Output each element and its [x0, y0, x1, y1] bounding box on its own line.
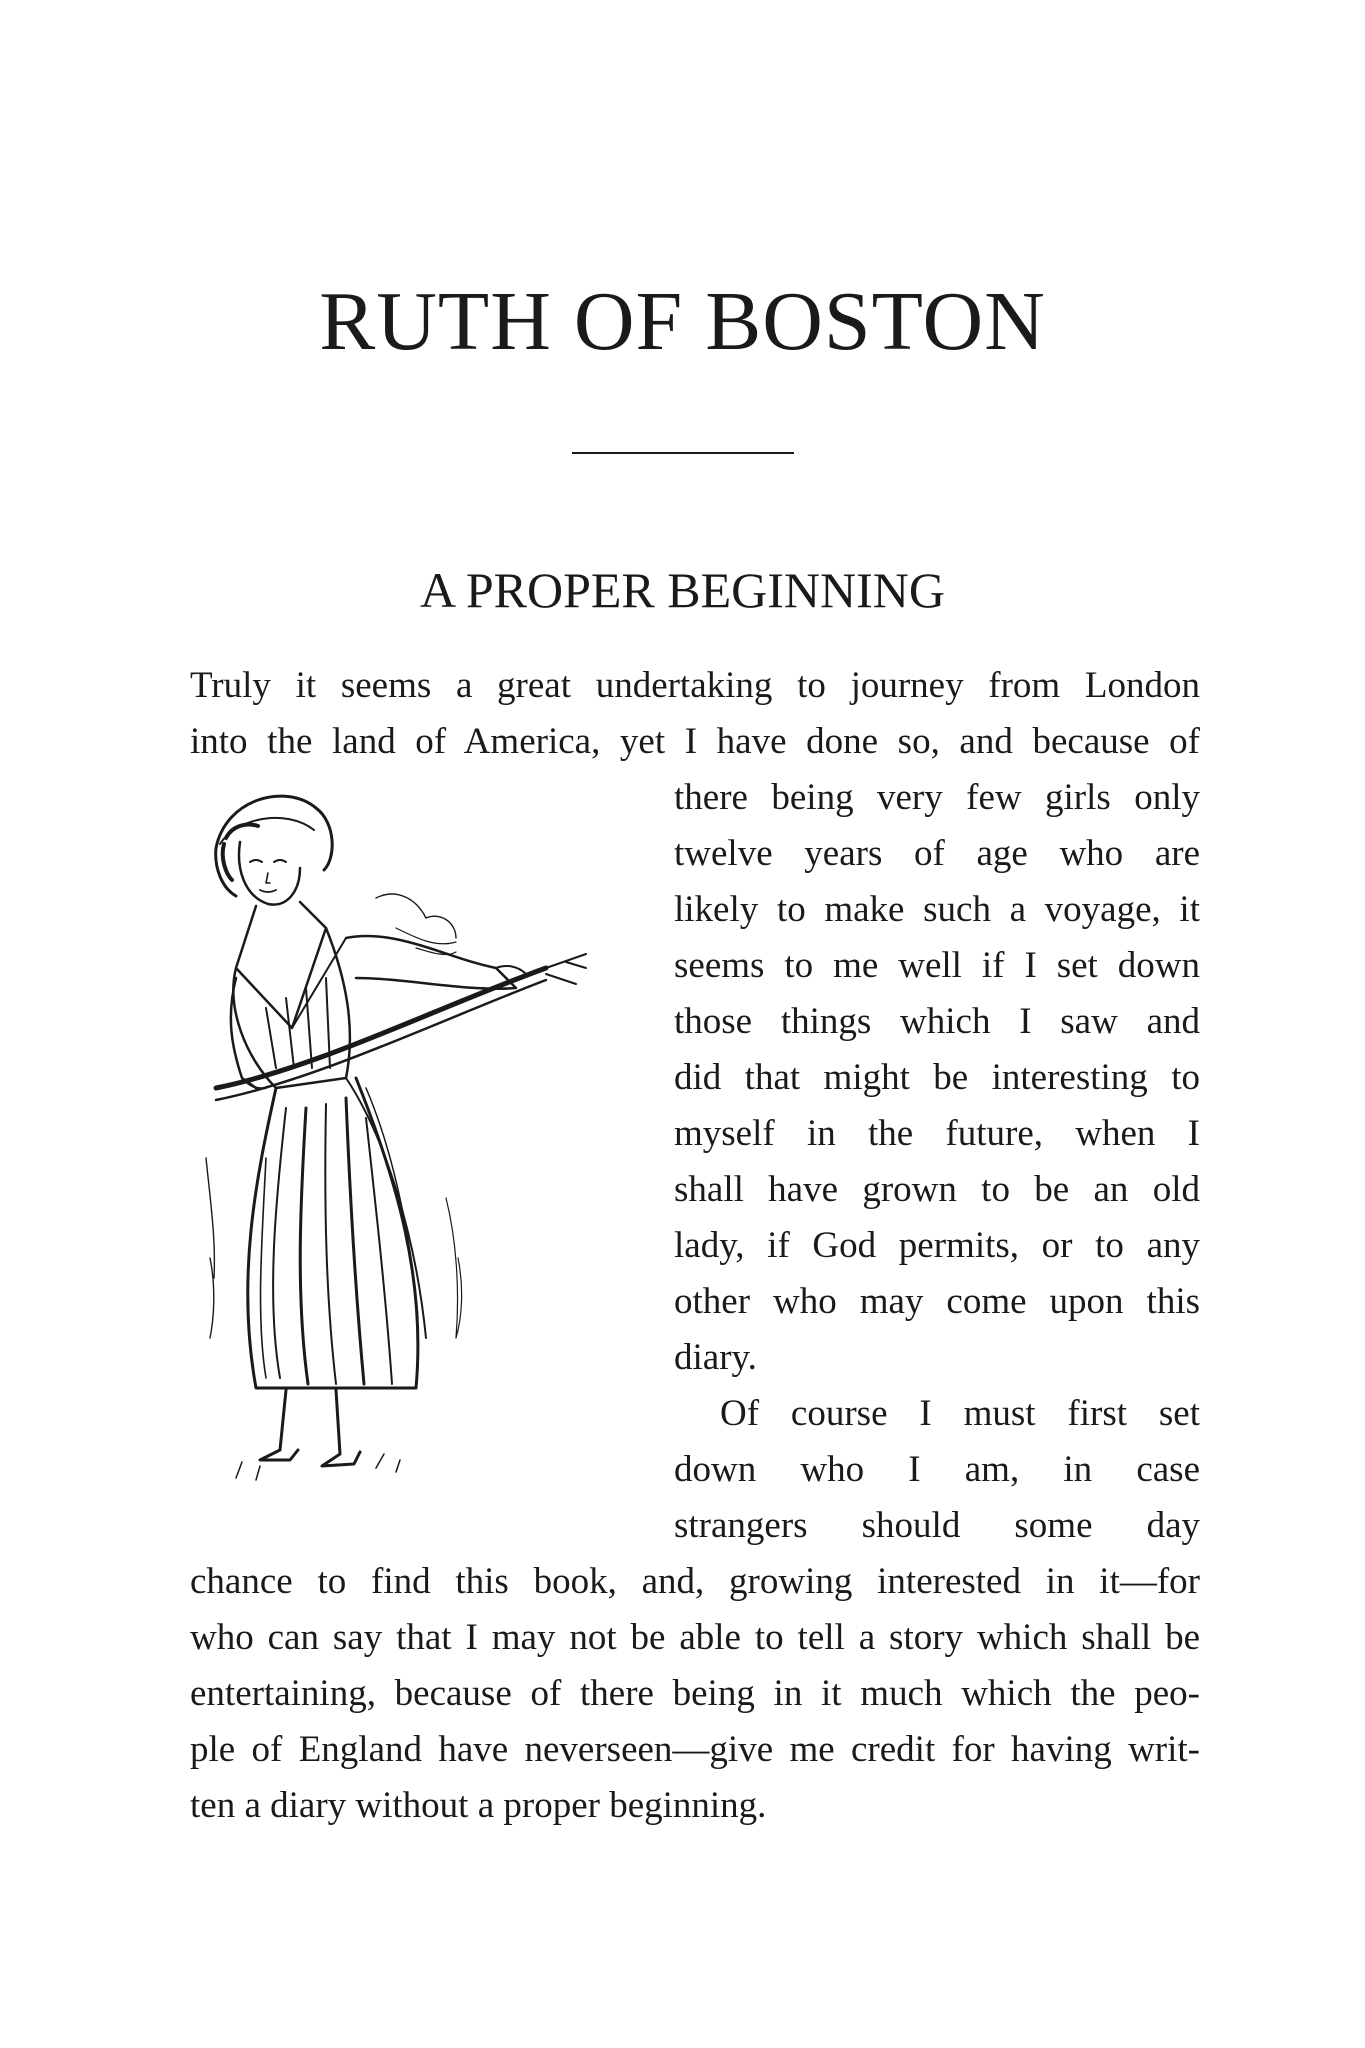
- text-line: strangers should some day: [674, 1505, 1200, 1546]
- text-line: seems to me well if I set down: [674, 945, 1200, 986]
- chapter-title: A PROPER BEGINNING: [419, 562, 946, 618]
- text-line: diary.: [674, 1337, 757, 1378]
- text-line: likely to make such a voyage, it: [674, 889, 1200, 930]
- book-title: RUTH OF BOSTON: [319, 275, 1046, 368]
- text-line: chance to find this book, and, growing interested in it—for: [190, 1561, 1200, 1602]
- text-line: lady, if God permits, or to any: [674, 1225, 1200, 1266]
- girl-in-bonnet-illustration: [196, 778, 656, 1540]
- text-line: ple of England have neverseen—give me credit for having writ-: [190, 1729, 1200, 1770]
- text-line: did that might be interesting to: [674, 1057, 1200, 1098]
- text-line: twelve years of age who are: [674, 833, 1200, 874]
- text-line: down who I am, in case: [674, 1449, 1200, 1490]
- text-line: Truly it seems a great undertaking to journey from London: [190, 665, 1200, 706]
- text-line: myself in the future, when I: [674, 1113, 1200, 1154]
- text-line: there being very few girls only: [674, 777, 1200, 818]
- title-divider: [572, 452, 794, 454]
- text-line: shall have grown to be an old: [674, 1169, 1200, 1210]
- text-line: who can say that I may not be able to tell a story which shall be: [190, 1617, 1200, 1658]
- text-line: ten a diary without a proper beginning.: [190, 1785, 767, 1826]
- text-line: entertaining, because of there being in it much which the peo-: [190, 1673, 1200, 1714]
- text-line: other who may come upon this: [674, 1281, 1200, 1322]
- text-line: Of course I must first set: [720, 1393, 1200, 1434]
- text-line: those things which I saw and: [674, 1001, 1200, 1042]
- text-line: into the land of America, yet I have done so, and because of: [190, 721, 1200, 762]
